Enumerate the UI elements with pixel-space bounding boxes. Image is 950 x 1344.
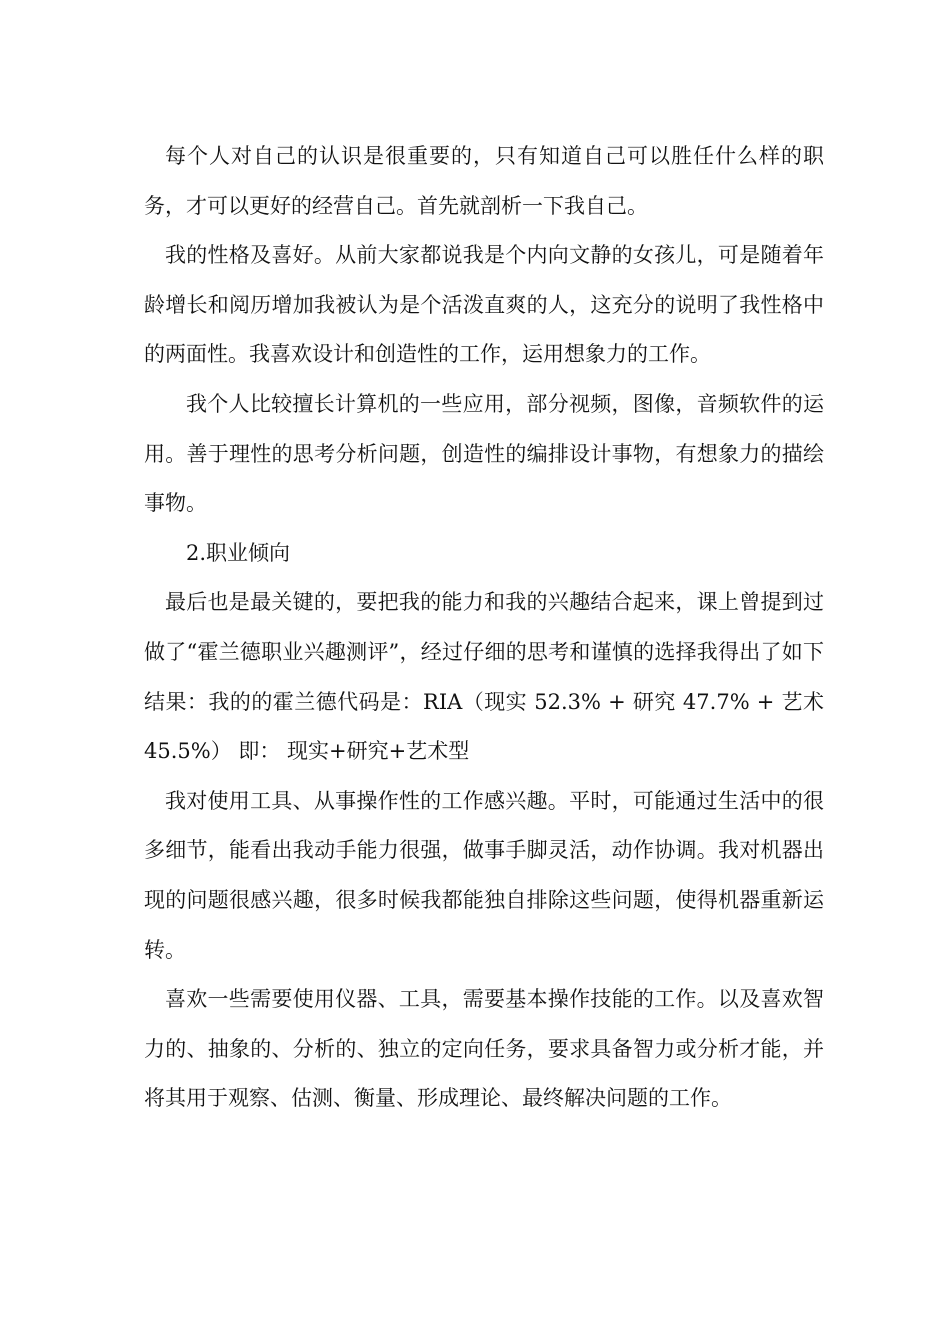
paragraph-self-knowledge: 每个人对自己的认识是很重要的，只有知道自己可以胜任什么样的职务，才可以更好的经营自己。首先就剖析一下我自己。 bbox=[144, 144, 824, 218]
paragraph-tool-interest: 我对使用工具、从事操作性的工作感兴趣。平时，可能通过生活中的很多细节，能看出我动手能力很强，做事手脚灵活，动作协调。我对机器出现的问题很感兴趣，很多时候我都能独自排除这些问题，使得机器重新运转。 bbox=[144, 788, 824, 962]
paragraph-work-preference: 喜欢一些需要使用仪器、工具，需要基本操作技能的工作。以及喜欢智力的、抽象的、分析的、独立的定向任务，要求具备智力或分析才能，并将其用于观察、估测、衡量、形成理论、最终解决问题的工作。 bbox=[144, 987, 824, 1111]
paragraph-skills: 我个人比较擅长计算机的一些应用，部分视频，图像，音频软件的运用。善于理性的思考分析问题，创造性的编排设计事物，有想象力的描绘事物。 bbox=[144, 391, 824, 516]
paragraph-holland-result: 最后也是最关键的，要把我的能力和我的兴趣结合起来，课上曾提到过做了“霍兰德职业兴趣测评”，经过仔细的思考和谨慎的选择我得出了如下结果：我的的霍兰德代码是：RIA（现实 52.3% + 研究 47.7% + 艺术 45.5%） 即： 现实+研究+艺术型 bbox=[144, 590, 824, 764]
document-body bbox=[144, 132, 824, 1124]
section-heading-career-tendency: 2.职业倾向 bbox=[186, 540, 291, 565]
paragraph-personality: 我的性格及喜好。从前大家都说我是个内向文静的女孩儿，可是随着年龄增长和阅历增加我被认为是个活泼直爽的人，这充分的说明了我性格中的两面性。我喜欢设计和创造性的工作，运用想象力的工作。 bbox=[144, 243, 824, 367]
